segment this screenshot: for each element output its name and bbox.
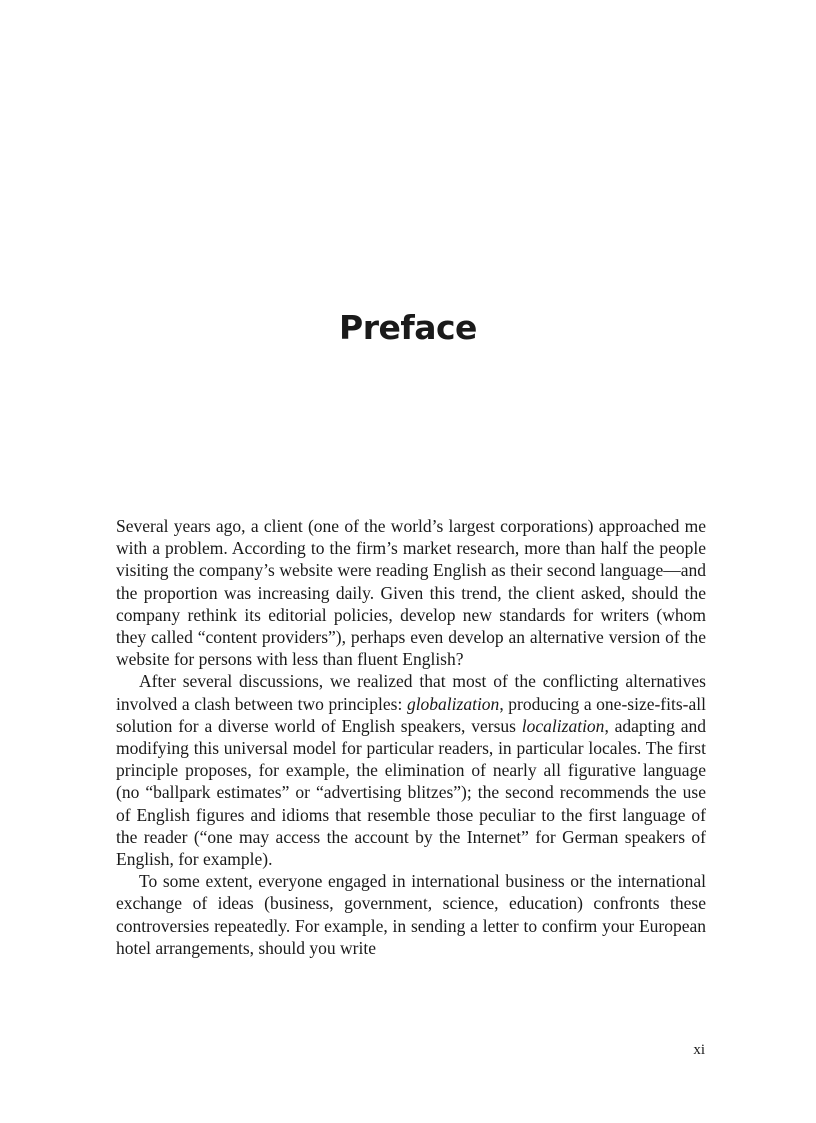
paragraph-1: Several years ago, a client (one of the world’s largest corporations) approached me with a problem. According to the firm’s market research, more than half the people visiting the company’s website were reading English as their second language—and the proportion was increasing daily. Given this trend, the client asked, should the company rethink its editorial policies, develop new standards for writers (whom they called “content providers”), perhaps even develop an alternative version of the website for persons with less than fluent English? <box>116 516 706 670</box>
preface-body <box>116 515 706 959</box>
paragraph-2-text-b: , producing a one-size-fits-all solution for a diverse world of English speakers, versus <box>116 693 706 736</box>
paragraph-2-text-c: , adapting and modifying this universal model for particular readers, in particular locales. The first principle proposes, for example, the elimination of nearly all figurative language (no “ballpark estimates” or “advertising blitzes”); the second recommends the use of English figures and idioms that resemble those peculiar to the first language of the reader (“one may access the account by the Internet” for German speakers of English, for example). <box>116 715 706 870</box>
page-number: xi <box>693 1042 705 1058</box>
term-globalization: globalization <box>406 693 500 714</box>
chapter-title: Preface <box>339 308 477 347</box>
paragraph-2-text-a: After several discussions, we realized that most of the conflicting alternatives involved a clash between two principles: <box>116 671 706 714</box>
paragraph-2 <box>116 670 706 870</box>
term-localization: localization <box>521 715 605 736</box>
paragraph-3: To some extent, everyone engaged in international business or the international exchange of ideas (business, government, science, education) confronts these controversies repeatedly. For example, in sending a letter to confirm your European hotel arrangements, should you write <box>116 871 706 958</box>
